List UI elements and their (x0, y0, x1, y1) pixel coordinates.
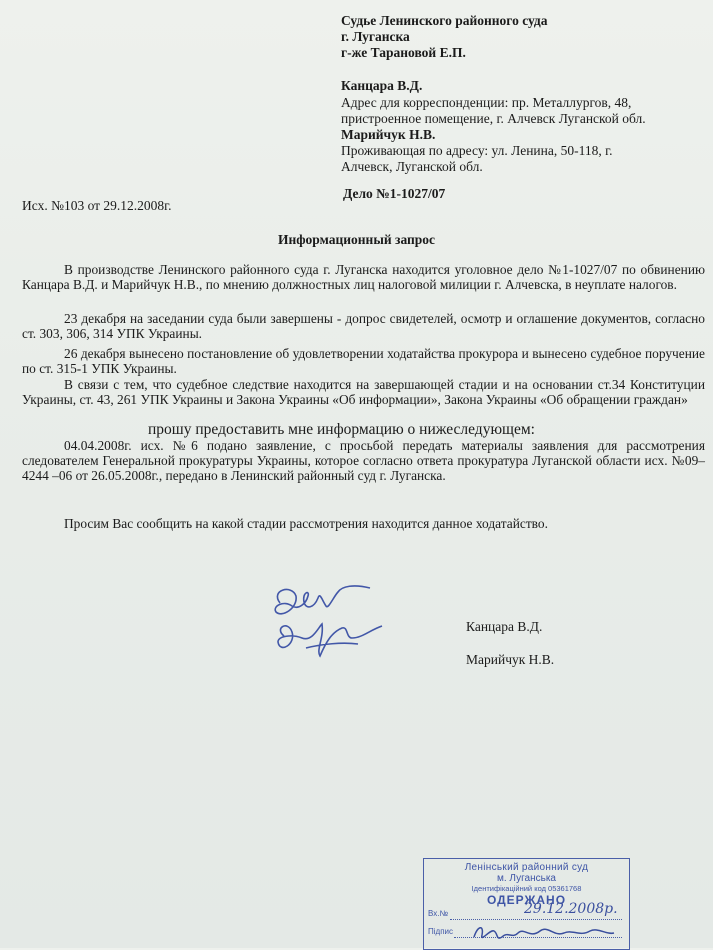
stamp-handwritten-signature (468, 919, 618, 947)
stamp-incoming-label: Вх.№ (428, 909, 449, 918)
paragraph-5: 04.04.2008г. исх. №6 подано заявление, с просьбой передать материалы заявления для рассмотрения следователем Генеральной прокуратуры Украины, которое согласно ответа прокуратура Луганской области исх. №09–4244 –06 от 26.05.2008г., передано в Ленинский районный суд г. Луганска. (22, 438, 705, 484)
paragraph-3: 26 декабря вынесено постановление об удовлетворении ходатайства прокурора и вынесено судебное поручение по ст. 315-1 УПК Украины. (22, 346, 705, 377)
sender2-name: Марийчук Н.В. (341, 127, 436, 142)
sender1-name: Канцара В.Д. (341, 78, 423, 93)
sender1-address-2: пристроенное помещение, г. Алчевск Луганской обл. (341, 111, 646, 126)
addressee-line-3: г-же Тарановой Е.П. (341, 45, 466, 60)
sender2-address-1: Проживающая по адресу: ул. Ленина, 50-118, г. (341, 143, 613, 158)
sender2-address-2: Алчевск, Луганской обл. (341, 159, 483, 174)
paragraph-2: 23 декабря на заседании суда были завершены - допрос свидетелей, осмотр и оглашение документов, согласно ст. 303, 306, 314 УПК Украины. (22, 311, 705, 342)
stamp-city: м. Луганська (497, 873, 556, 884)
case-number: Дело №1-1027/07 (343, 186, 446, 201)
stamp-court-name: Ленінський районний суд (464, 862, 589, 873)
request-line: прошу предоставить мне информацию о нижеследующем: (148, 421, 535, 438)
stamp-received: ОДЕРЖАНО (486, 893, 567, 907)
stamp-signature-label: Підпис (428, 927, 453, 936)
court-receipt-stamp (423, 858, 630, 950)
signature-name-1: Канцара В.Д. (466, 619, 543, 634)
stamp-handwritten-date: 29.12.2008р. (524, 901, 618, 917)
paragraph-4: В связи с тем, что судебное следствие находится на завершающей стадии и на основании ст.34 Конституции Украины, ст. 43, 261 УПК Украины и Закона Украины «Об информации», Закона Украины «Об обращении граждан» (22, 377, 705, 408)
paragraph-1: В производстве Ленинского районного суда г. Луганска находится уголовное дело №1-1027/07 по обвинению Канцара В.Д. и Марийчук Н.В., по мнению должностных лиц налоговой милиции г. Алчевска, в неуплате налогов. (22, 262, 705, 293)
handwritten-signatures (262, 578, 402, 668)
outgoing-number: Исх. №103 от 29.12.2008г. (22, 198, 172, 213)
addressee-line-2: г. Луганска (341, 29, 410, 44)
addressee-line-1: Судье Ленинского районного суда (341, 13, 548, 28)
signature-name-2: Марийчук Н.В. (466, 652, 555, 667)
sender1-address-1: Адрес для корреспонденции: пр. Металлургов, 48, (341, 95, 632, 110)
document-title: Информационный запрос (277, 232, 436, 247)
stamp-identification-code: Ідентифікаційний код 05361768 (471, 884, 582, 893)
paragraph-6: Просим Вас сообщить на какой стадии рассмотрения находится данное ходатайство. (64, 516, 548, 531)
